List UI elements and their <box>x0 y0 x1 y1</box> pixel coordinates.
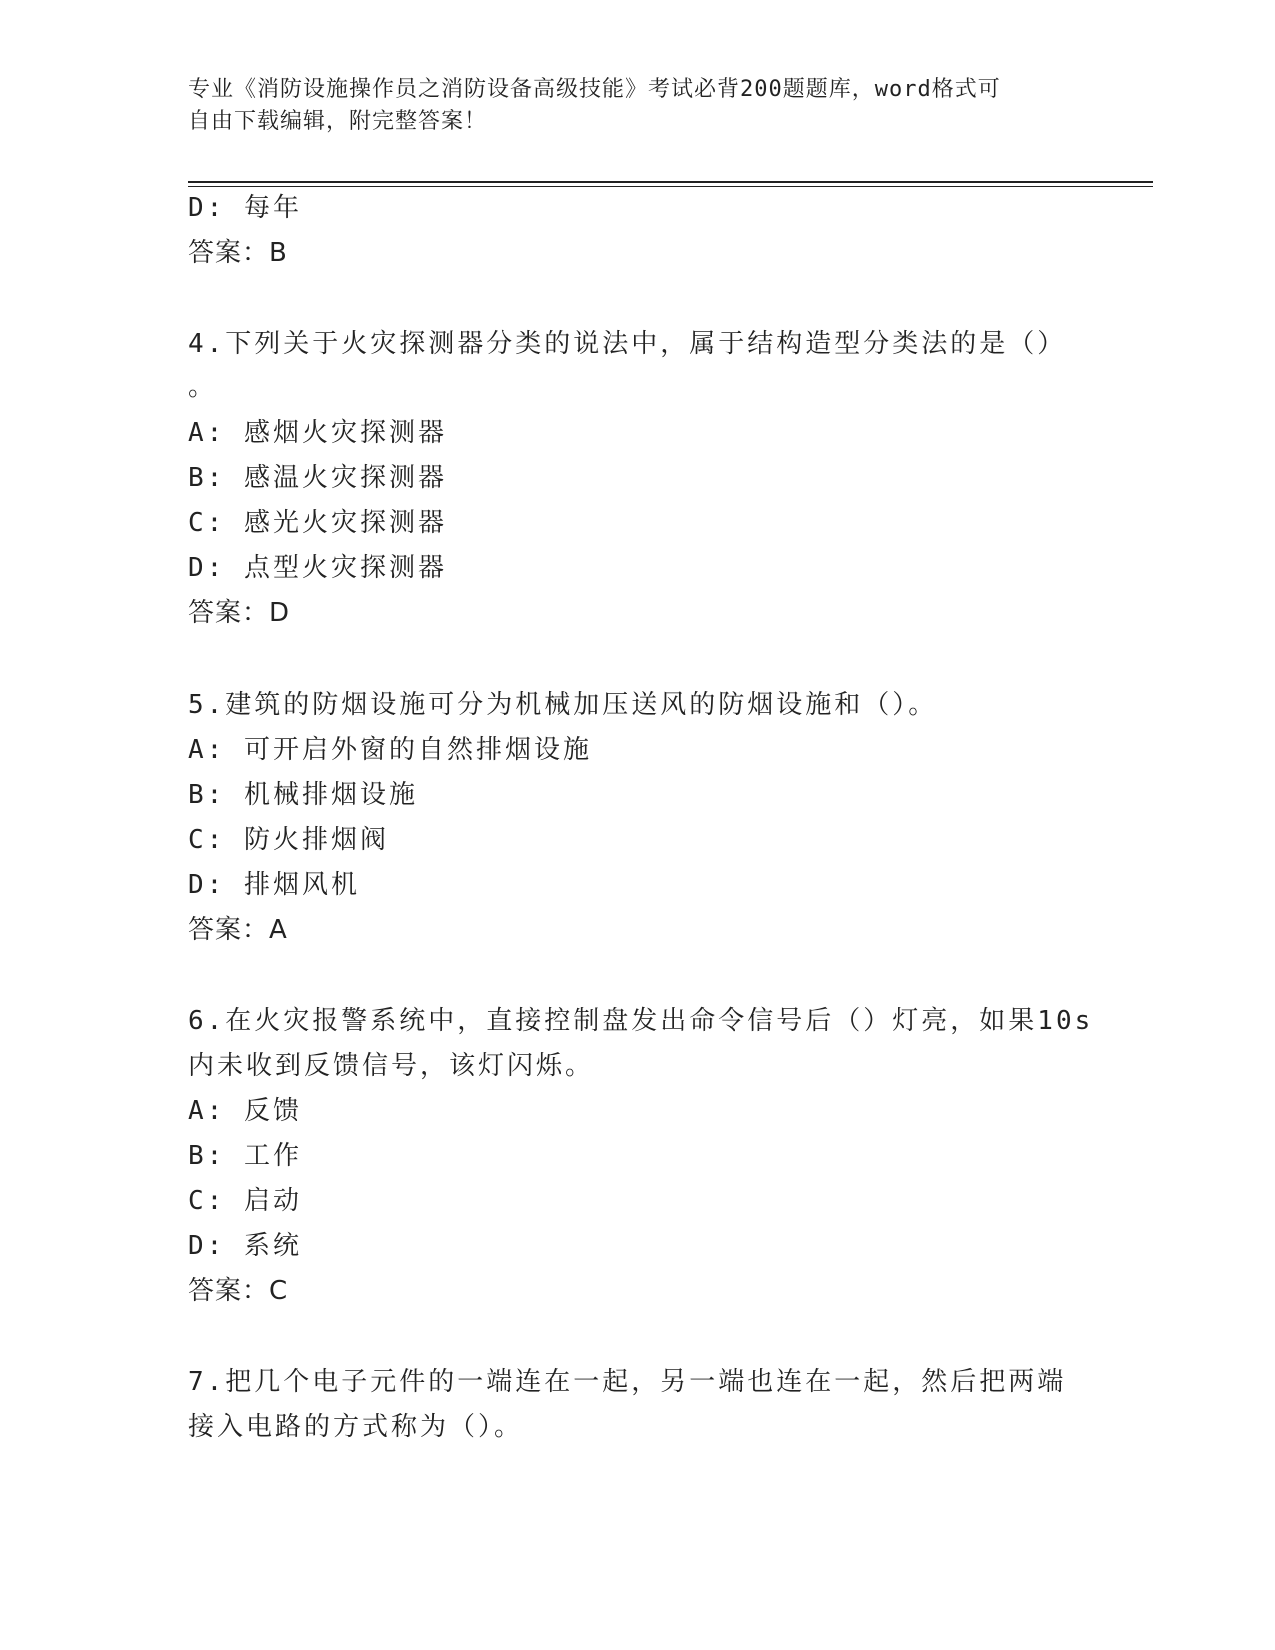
q4-stem-line-2: 。 <box>188 372 218 402</box>
q5-option-b: B: 机械排烟设施 <box>188 780 418 810</box>
q5-answer: 答案：A <box>188 915 288 945</box>
q5-option-c: C: 防火排烟阀 <box>188 825 389 855</box>
q6-option-a: A: 反馈 <box>188 1096 302 1126</box>
q4-stem-line-1: 4.下列关于火灾探测器分类的说法中，属于结构造型分类法的是（） <box>188 329 1067 359</box>
q4-option-a: A: 感烟火灾探测器 <box>188 418 447 448</box>
q5-option-a: A: 可开启外窗的自然排烟设施 <box>188 735 592 765</box>
q7-stem-line-1: 7.把几个电子元件的一端连在一起，另一端也连在一起，然后把两端 <box>188 1367 1067 1397</box>
header-divider-thin <box>188 186 1153 187</box>
q6-stem-line-2: 内未收到反馈信号，该灯闪烁。 <box>188 1051 595 1081</box>
q6-option-b: B: 工作 <box>188 1141 302 1171</box>
q5-option-d: D: 排烟风机 <box>188 870 360 900</box>
q3-option-d: D: 每年 <box>188 193 302 223</box>
q5-stem-line-1: 5.建筑的防烟设施可分为机械加压送风的防烟设施和（）。 <box>188 690 938 720</box>
q3-answer: 答案：B <box>188 238 288 268</box>
q4-answer: 答案：D <box>188 598 291 628</box>
document-header <box>188 74 1088 138</box>
header-line-1: 专业《消防设施操作员之消防设备高级技能》考试必背200题题库，word格式可 <box>188 77 1001 102</box>
q6-answer: 答案：C <box>188 1276 289 1306</box>
header-line-2: 自由下载编辑，附完整答案！ <box>188 109 488 134</box>
q4-option-d: D: 点型火灾探测器 <box>188 553 447 583</box>
q4-option-b: B: 感温火灾探测器 <box>188 463 447 493</box>
q6-option-d: D: 系统 <box>188 1231 302 1261</box>
header-divider-thick <box>188 181 1153 183</box>
q7-stem-line-2: 接入电路的方式称为（）。 <box>188 1412 524 1442</box>
q4-option-c: C: 感光火灾探测器 <box>188 508 447 538</box>
q6-option-c: C: 启动 <box>188 1186 302 1216</box>
q6-stem-line-1: 6.在火灾报警系统中，直接控制盘发出命令信号后（）灯亮，如果10s <box>188 1006 1094 1036</box>
